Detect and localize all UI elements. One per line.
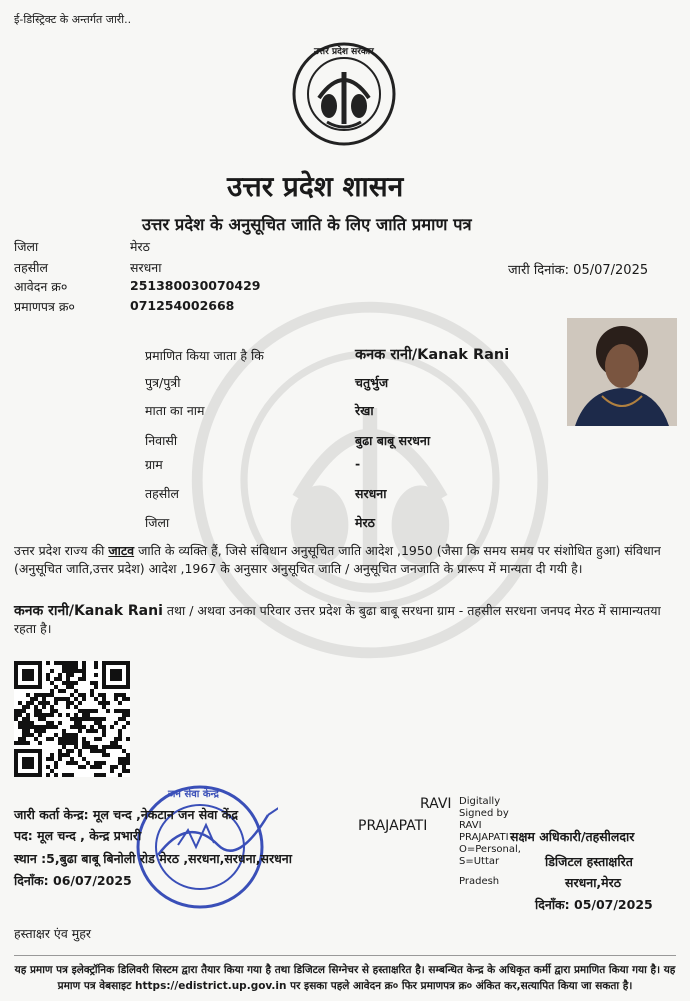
info-label: प्रमाणपत्र क्र० bbox=[14, 299, 75, 314]
para1-prefix: उत्तर प्रदेश राज्य की bbox=[14, 543, 109, 558]
father-name: चतुर्भुज bbox=[355, 375, 389, 390]
para2-name: कनक रानी/Kanak Rani bbox=[14, 603, 163, 619]
detail-label: निवासी bbox=[145, 433, 178, 448]
person-photo-icon bbox=[567, 318, 677, 426]
stamp-ring-text: जन सेवा केन्द्र bbox=[168, 789, 219, 800]
sig-detail: O=Personal, bbox=[459, 844, 521, 855]
footer-divider bbox=[14, 955, 676, 956]
authority-place: सरधना,मेरठ bbox=[565, 875, 622, 890]
sig-detail: RAVI bbox=[459, 820, 482, 831]
certificate-title: उत्तर प्रदेश के अनुसूचित जाति के लिए जाति प्रमाण पत्र bbox=[142, 215, 472, 234]
applicant-photo bbox=[567, 318, 677, 426]
signature-label: हस्ताक्षर एंव मुहर bbox=[14, 926, 91, 941]
sig-detail: Digitally bbox=[459, 796, 501, 807]
issuer-center: जारी कर्ता केन्द्र: मूल चन्द ,नेकटान जन सेवा केंद्र bbox=[14, 807, 238, 822]
residence-paragraph bbox=[14, 602, 678, 638]
detail-label: तहसील bbox=[145, 486, 179, 501]
authority-title: सक्षम अधिकारी/तहसीलदार bbox=[510, 829, 635, 844]
mother-name: रेखा bbox=[355, 403, 374, 418]
district: मेरठ bbox=[355, 515, 375, 530]
certificate-number: 071254002668 bbox=[130, 298, 235, 313]
detail-label: जिला bbox=[145, 515, 170, 530]
village: - bbox=[355, 456, 361, 471]
qr-code-icon bbox=[14, 661, 130, 777]
info-label: जिला bbox=[14, 239, 39, 254]
residence: बुढा बाबू सरधना bbox=[355, 433, 431, 448]
detail-label: पुत्र/पुत्री bbox=[145, 375, 181, 390]
issuer-date: दिनाँक: 06/07/2025 bbox=[14, 873, 132, 888]
info-label: तहसील bbox=[14, 260, 48, 275]
emblem-ring-text: उत्तर प्रदेश सरकार bbox=[314, 47, 374, 57]
sig-detail: PRAJAPATI bbox=[459, 832, 509, 843]
para1-rest: जाति के व्यक्ति हैं, जिसे संविधान अनुसूचित जाति आदेश ,1950 (जैसा कि समय समय पर संशोधित हुआ) संविधान (अनुसूचित जाति,उत्तर प्रदेश) आदेश ,1967 के अनुसार अनुसूचित जाति / अनुसूचित जनजाति के प्रारूप में मान्यता दी गयी है। bbox=[14, 543, 661, 576]
signer-name-line2: PRAJAPATI bbox=[358, 818, 428, 834]
sig-detail: S=Uttar bbox=[459, 856, 500, 867]
application-number: 251380030070429 bbox=[130, 278, 261, 293]
issuer-post: पद: मूल चन्द , केन्द्र प्रभारी bbox=[14, 828, 142, 843]
tehsil: सरधना bbox=[355, 486, 387, 501]
sig-detail: Signed by bbox=[459, 808, 509, 819]
government-title: उत्तर प्रदेश शासन bbox=[227, 170, 404, 203]
para2-rest: तथा / अथवा उनका परिवार उत्तर प्रदेश के बुढा बाबू सरधना ग्राम - तहसील सरधना जनपद मेरठ में सामान्यतया रहता है। bbox=[14, 603, 661, 636]
footer-note: यह प्रमाण पत्र इलेक्ट्रॉनिक डिलिवरी सिस्टम द्वारा तैयार किया गया है तथा डिजिटल सिग्नेचर से हस्ताक्षरित है। सम्बन्धित केन्द्र के अधिकृत कर्मी द्वारा प्रमाणित किया गया है। यह प्रमाण पत्र वेबसाइट https://edistrict.up.gov.in पर इसका पहले आवेदन क्र० फिर प्रमाणपत्र क्र० अंकित कर,सत्यापित किया जा सकता है। bbox=[14, 964, 676, 992]
detail-label: प्रमाणित किया जाता है कि bbox=[145, 348, 264, 363]
issue-date: जारी दिनांक: 05/07/2025 bbox=[508, 263, 649, 278]
detail-label: माता का नाम bbox=[145, 403, 205, 418]
issuer-place: स्थान :5,बुढा बाबू बिनोली रोड मेरठ ,सरधना,सरधना,सरधना bbox=[14, 851, 292, 866]
authority-date: दिनाँक: 05/07/2025 bbox=[535, 897, 653, 912]
applicant-name: कनक रानी/Kanak Rani bbox=[355, 347, 510, 363]
info-value: सरधना bbox=[130, 260, 162, 275]
top-note: ई-डिस्ट्रिक्ट के अन्तर्गत जारी.. bbox=[14, 13, 132, 26]
caste-paragraph bbox=[14, 542, 678, 578]
detail-label: ग्राम bbox=[145, 457, 163, 472]
authority-signed: डिजिटल हस्ताक्षरित bbox=[545, 854, 633, 869]
sig-detail: Pradesh bbox=[459, 876, 500, 887]
info-value: मेरठ bbox=[130, 239, 150, 254]
info-label: आवेदन क्र० bbox=[14, 279, 68, 294]
caste-name: जाटव bbox=[108, 543, 135, 558]
signer-name-line1: RAVI bbox=[420, 796, 452, 812]
